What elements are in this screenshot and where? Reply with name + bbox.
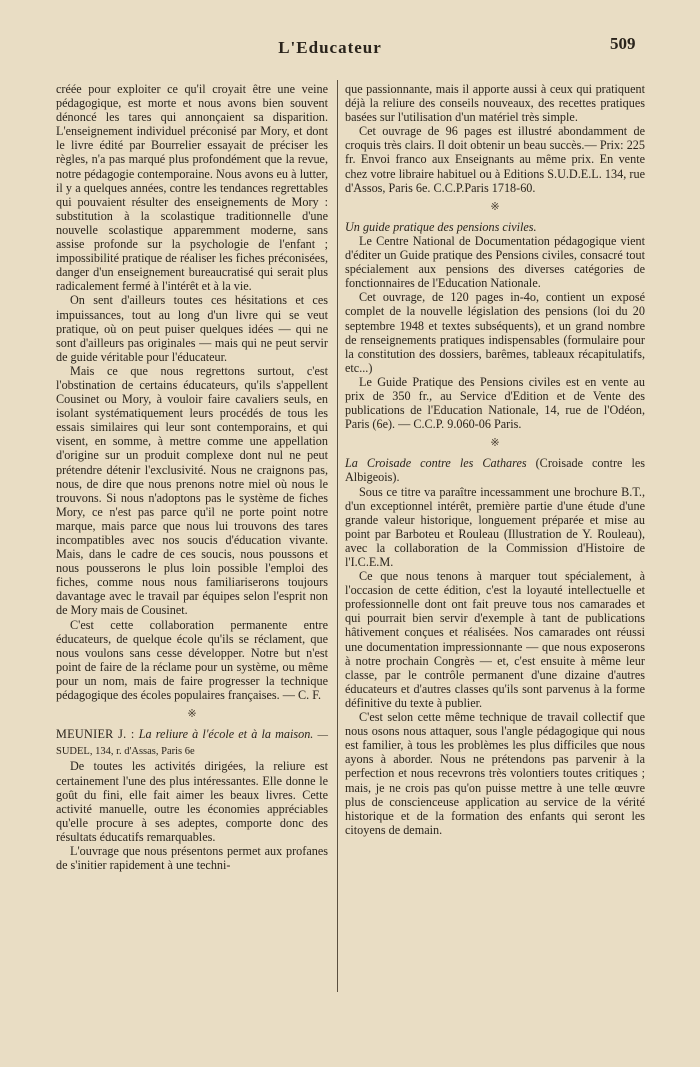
section-separator: ※ bbox=[490, 437, 500, 450]
section-separator: ※ bbox=[187, 708, 197, 721]
column-divider bbox=[337, 80, 338, 992]
left-paragraph-1: créée pour exploiter ce qu'il croyait être une veine pédagogique, est morte et nous avons bien souvent dénoncé les tares qui annonçaient sa disparition. L'enseignement individuel préconisé par Mory, et dont le livre édité par Bourrelier essayait de préciser les règles, n'a pas marqué plus profondément que la revue, notre pédagogie contemporaine. Nous avons eu à lutter, il y a quelques années, contre les tendances regrettables qui pouvaient résulter des enseignements de Mory : substitution à la scolastique traditionnelle d'une nouvelle scolastique apparemment moderne, sans assise profonde sur la psychologie de l'enfant ; impossibilité pratique de réaliser les fiches préconisées, danger d'un enseignement bureaucratisé qui serait plus radicalement fermé à l'intérêt et à la vie. bbox=[56, 82, 328, 294]
section-heading-cathares-subtitle: (Croisade contre les Albigeois). bbox=[345, 456, 646, 485]
left-paragraph-6: L'ouvrage que nous présentons permet aux profanes de s'initier rapidement à une techni- bbox=[56, 843, 328, 873]
section-heading-pensions-text: Un guide pratique des pensions civiles. bbox=[345, 219, 537, 234]
right-paragraph-7: Ce que nous tenons à marquer tout spécialement, à l'occasion de cette édition, c'est la loyauté intellectuelle et professionnelle dont ont fait preuve tous nos camarades et qui pourrait bien servir d'exemple à tant de publications hâtivement conçues et réalisées. Nos camarades ont réussi une documentation impressionnante — que nous exposerons à notre prochain Congrès — et, c'est ensuite à même leur classe, par le contrôle permanent d'une dizaine d'autres éducateurs et d'autres classes qu'ils sont parvenus à la forme définitive du texte à publier. bbox=[345, 569, 645, 710]
book-title: La reliure à l'école et à la maison. bbox=[138, 727, 314, 742]
book-publisher: — SUDEL, 134, r. d'Assas, Paris 6e bbox=[56, 730, 329, 758]
right-column bbox=[345, 82, 645, 837]
section-heading-cathares bbox=[345, 456, 645, 484]
right-paragraph-8: C'est selon cette même technique de travail collectif que nous osons nous attaquer, sous l'angle pédagogique qui nous est familier, à tous les problèmes les plus difficiles que nous ayons à aborder. Nous ne prétendons pas parvenir à la perfection et nous recevrons très volontiers toutes critiques ; mais, je ne crois pas qu'on puisse mettre à une telle œuvre plus de conscienceuse application au service de la vérité historique et de la formation des enfants qui seront les citoyens de demain. bbox=[345, 710, 645, 837]
section-heading-pensions bbox=[345, 220, 645, 234]
left-paragraph-5: De toutes les activités dirigées, la reliure est certainement l'une des plus intéressantes. Elle donne le goût du fini, elle fait aimer les beaux livres. Cette activité manuelle, outre les économies appréciables qu'elle procure à ses adeptes, comporte donc des résultats éducatifs remarquables. bbox=[56, 759, 328, 844]
book-reference bbox=[56, 727, 328, 759]
page-number: 509 bbox=[610, 34, 636, 53]
left-paragraph-4: C'est cette collaboration permanente entre éducateurs, de quelque école qu'ils se réclament, que nous voulons sans cesse développer. Notre but n'est point de faire de la réclame pour un système, ou même pour un nom, mais de faire progresser la technique pédagogique des écoles populaires françaises. — C. F. bbox=[56, 617, 328, 703]
left-paragraph-3: Mais ce que nous regrettons surtout, c'est l'obstination de certains éducateurs, qu'ils s'appellent Cousinet ou Mory, à vouloir faire cavaliers seuls, en isolant systématiquement leurs procédés de tous les essais similaires qui leur sont contemporains, et qui visent, en somme, à mettre comme une appellation d'origine sur un produit complexe dont nul ne peut prétendre détenir l'exclusivité. Nous ne craignons pas, nous, de dire que nous prenons notre miel où nous le trouvons. Si nous n'adoptons pas le système de fiches Mory, ce n'est pas parce qu'il ne porte point notre marque, mais parce que nous lui trouvons des tares incompatibles avec nos soucis d'éducation vivante. Mais, dans le cadre de ces soucis, nous poussons et nous pousserons le plus loin possible l'emploi des fiches, comme nous nous familiariserons toujours davantage avec le travail par équipes selon l'esprit non de Mory mais de Cousinet. bbox=[56, 363, 328, 618]
section-separator: ※ bbox=[490, 200, 500, 213]
left-paragraph-2: On sent d'ailleurs toutes ces hésitations et ces impuissances, tout au long d'un livre qui se veut pratique, où on peut puiser quelques idées — qui ne sont d'ailleurs pas originales — mais qui ne peut servir de guide véritable pour l'éducateur. bbox=[56, 293, 328, 364]
right-paragraph-6: Sous ce titre va paraître incessamment une brochure B.T., d'un exceptionnel intérêt, première partie d'une étude d'une grande valeur historique, longuement préparée et mise au point par Barboteu et Rouleau (Illustration de Y. Rouleau), avec la collaboration de la Commission d'Histoire de l'I.C.E.M. bbox=[345, 484, 645, 569]
right-paragraph-2: Cet ouvrage de 96 pages est illustré abondamment de croquis très clairs. Il doit obtenir un beau succès.— Prix: 225 fr. Envoi franco aux Enseignants au même prix. En vente chez votre libraire habituel ou à Editions S.U.D.E.L. 134, rue d'Assos, Paris 6e. C.C.P.Paris 1718-60. bbox=[345, 124, 645, 195]
right-paragraph-5: Le Guide Pratique des Pensions civiles est en vente au prix de 350 fr., au Service d'Edition et de Vente des publications de l'Education Nationale, 14, rue de l'Odéon, Paris (6e). — C.C.P. 9.060-06 Paris. bbox=[345, 374, 645, 432]
right-paragraph-1: que passionnante, mais il apporte aussi à ceux qui pratiquent déjà la reliure des conseils nouveaux, des recettes pratiques basées sur l'utilisation d'un matériel très simple. bbox=[345, 82, 645, 125]
book-author: MEUNIER J. : bbox=[56, 727, 135, 742]
running-header-title: L'Educateur bbox=[278, 38, 382, 57]
right-paragraph-3: Le Centre National de Documentation pédagogique vient d'éditer un Guide pratique des Pensions civiles, consacré tout spécialement aux pensions des diverses catégories de fonctionnaires de l'Education Nationale. bbox=[345, 233, 645, 291]
section-heading-cathares-title: La Croisade contre les Cathares bbox=[345, 456, 527, 471]
left-column bbox=[56, 82, 328, 872]
right-paragraph-4: Cet ouvrage, de 120 pages in-4o, contient un exposé complet de la nouvelle législation des pensions (loi du 20 septembre 1948 et textes subséquents), et un grand nombre de renseignements pratiques indispensables (formulaire pour la constitution des dossiers, barêmes, tableaux récapitulatifs, etc...) bbox=[345, 290, 645, 375]
